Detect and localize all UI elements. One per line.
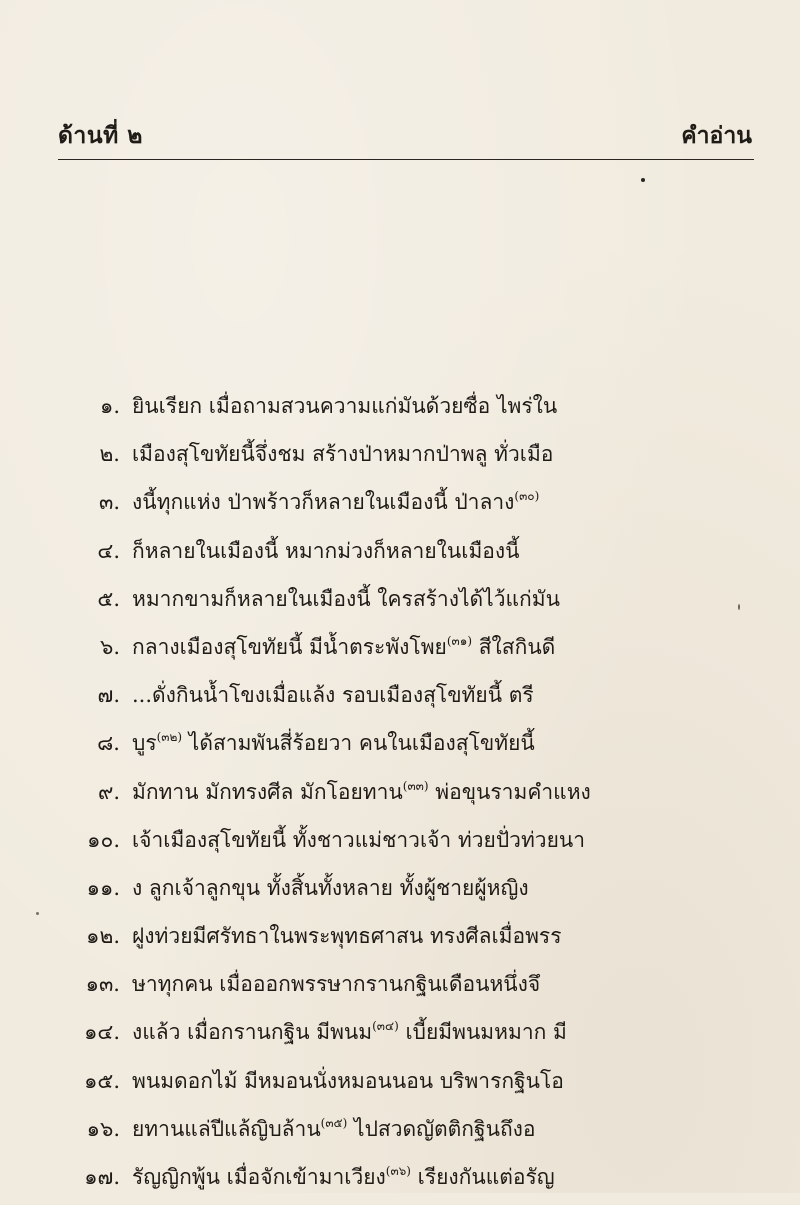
line-text bbox=[132, 675, 534, 715]
text-segment: เจ้าเมืองสุโขทัยนี้ ทั้งชาวแม่ชาวเจ้า ท่วยปั่วท่วยนา bbox=[132, 827, 586, 852]
line-text bbox=[132, 579, 560, 619]
text-segment: เมืองสุโขทัยนี้จึ่งชม สร้างป่าหมากป่าพลู ทั่วเมือ bbox=[132, 442, 554, 467]
text-segment: รัญญิกพู้น เมื่อจักเข้ามาเวียง bbox=[132, 1165, 386, 1189]
line-text bbox=[132, 482, 539, 522]
inscription-line bbox=[68, 482, 768, 530]
line-text bbox=[132, 1061, 564, 1101]
footnote-marker: (๓๖) bbox=[385, 1164, 411, 1178]
inscription-line bbox=[68, 723, 768, 771]
text-segment: ได้สามพันสี่ร้อยวา คนในเมืองสุโขทัยนี้ bbox=[182, 731, 535, 756]
line-text bbox=[132, 531, 520, 571]
line-number: ๔. bbox=[97, 538, 120, 563]
text-segment: ไปสวดญัตติกฐินถึงอ bbox=[347, 1116, 536, 1141]
inscription-line bbox=[68, 675, 768, 723]
inscription-text bbox=[68, 386, 768, 1205]
inscription-line bbox=[68, 434, 768, 482]
inscription-line bbox=[68, 820, 768, 868]
inscription-line bbox=[68, 772, 768, 820]
line-text bbox=[132, 434, 553, 474]
text-segment: สีใสกินดี bbox=[472, 634, 556, 659]
inscription-line bbox=[68, 1157, 768, 1205]
text-segment: บูร bbox=[132, 731, 157, 756]
text-segment: เบี้ยมีพนมหมาก มี bbox=[398, 1020, 567, 1045]
line-number: ๑๔. bbox=[84, 1020, 120, 1045]
line-number: ๗. bbox=[97, 683, 120, 708]
side-label: ด้านที่ ๒ bbox=[58, 122, 143, 149]
inscription-line bbox=[68, 868, 768, 916]
text-segment: เรียงกันแต่อรัญ bbox=[410, 1165, 555, 1189]
line-text bbox=[132, 1012, 567, 1052]
line-text bbox=[132, 723, 535, 763]
inscription-line bbox=[68, 964, 768, 1012]
header-rule bbox=[58, 159, 754, 160]
footnote-marker: (๓๔) bbox=[372, 1019, 399, 1034]
line-text bbox=[132, 868, 529, 908]
line-text bbox=[132, 964, 540, 1004]
text-segment: ยินเรียก เมื่อถามสวนความแก่มันด้วยซื่อ ไพร่ใน bbox=[132, 394, 558, 418]
inscription-line bbox=[68, 627, 768, 675]
text-segment: พ่อขุนรามคำแหง bbox=[428, 779, 591, 804]
text-segment: มักทาน มักทรงศีล มักโอยทาน bbox=[132, 779, 403, 804]
footnote-marker: (๓๑) bbox=[446, 633, 473, 648]
line-text bbox=[132, 916, 562, 956]
line-number: ๑๕. bbox=[84, 1068, 120, 1093]
text-segment: ก็หลายในเมืองนี้ หมากม่วงก็หลายในเมืองนี้ bbox=[132, 538, 520, 563]
line-text bbox=[132, 627, 555, 667]
line-number: ๑๐. bbox=[87, 827, 120, 852]
line-number: ๑๖. bbox=[86, 1116, 120, 1141]
line-text bbox=[132, 386, 557, 426]
ink-speck bbox=[36, 912, 39, 915]
line-text bbox=[132, 772, 591, 812]
inscription-line bbox=[68, 386, 768, 434]
reading-label: คำอ่าน bbox=[681, 122, 752, 149]
footnote-marker: (๓๓) bbox=[402, 778, 429, 793]
inscription-line bbox=[68, 1061, 768, 1109]
inscription-line bbox=[68, 916, 768, 964]
text-segment: ษาทุกคน เมื่อออกพรรษากรานกฐินเดือนหนึ่งจึ bbox=[132, 972, 541, 997]
line-number: ๖. bbox=[99, 634, 120, 659]
line-number: ๑๗. bbox=[84, 1165, 120, 1189]
ink-speck bbox=[641, 178, 645, 182]
line-text bbox=[132, 1109, 536, 1149]
text-segment: งนี้ทุกแห่ง ป่าพร้าวก็หลายในเมืองนี้ ป่าลาง bbox=[132, 490, 515, 515]
line-number: ๒. bbox=[99, 442, 120, 467]
inscription-line bbox=[68, 1012, 768, 1060]
footnote-marker: (๓๒) bbox=[156, 730, 183, 745]
line-text bbox=[132, 820, 585, 860]
text-segment: พนมดอกไม้ มีหมอนนั่งหมอนนอน บริพารกฐินโอ bbox=[132, 1068, 564, 1093]
footnote-marker: (๓๐) bbox=[514, 489, 540, 504]
line-number: ๑๑. bbox=[86, 875, 120, 900]
line-number: ๑๒. bbox=[86, 924, 120, 949]
inscription-line bbox=[68, 1109, 768, 1157]
line-text bbox=[132, 1157, 555, 1197]
footnote-marker: (๓๕) bbox=[320, 1115, 348, 1130]
page-header bbox=[58, 118, 752, 158]
inscription-line bbox=[68, 579, 768, 627]
text-segment: หมากขามก็หลายในเมืองนี้ ใครสร้างได้ไว้แก่มัน bbox=[132, 586, 560, 611]
inscription-line bbox=[68, 531, 768, 579]
line-number: ๑. bbox=[99, 394, 120, 418]
line-number: ๙. bbox=[97, 779, 120, 804]
text-segment: ง ลูกเจ้าลูกขุน ทั้งสิ้นทั้งหลาย ทั้งผู้ชายผู้หญิง bbox=[132, 875, 529, 900]
text-segment: ฝูงท่วยมีศรัทธาในพระพุทธศาสน ทรงศีลเมื่อพรร bbox=[132, 924, 562, 949]
text-segment: งแล้ว เมื่อกรานกฐิน มีพนม bbox=[132, 1020, 373, 1045]
text-segment: ...ดั่งกินน้ำโขงเมื่อแล้ง รอบเมืองสุโขทัยนี้ ตรี bbox=[132, 683, 534, 708]
line-number: ๕. bbox=[97, 586, 120, 611]
text-segment: กลางเมืองสุโขทัยนี้ มีน้ำตระพังโพย bbox=[132, 634, 447, 659]
line-number: ๘. bbox=[97, 731, 120, 756]
text-segment: ยทานแล่ปีแล้ญิบล้าน bbox=[132, 1116, 321, 1141]
line-number: ๓. bbox=[98, 490, 120, 515]
line-number: ๑๓. bbox=[85, 972, 120, 997]
